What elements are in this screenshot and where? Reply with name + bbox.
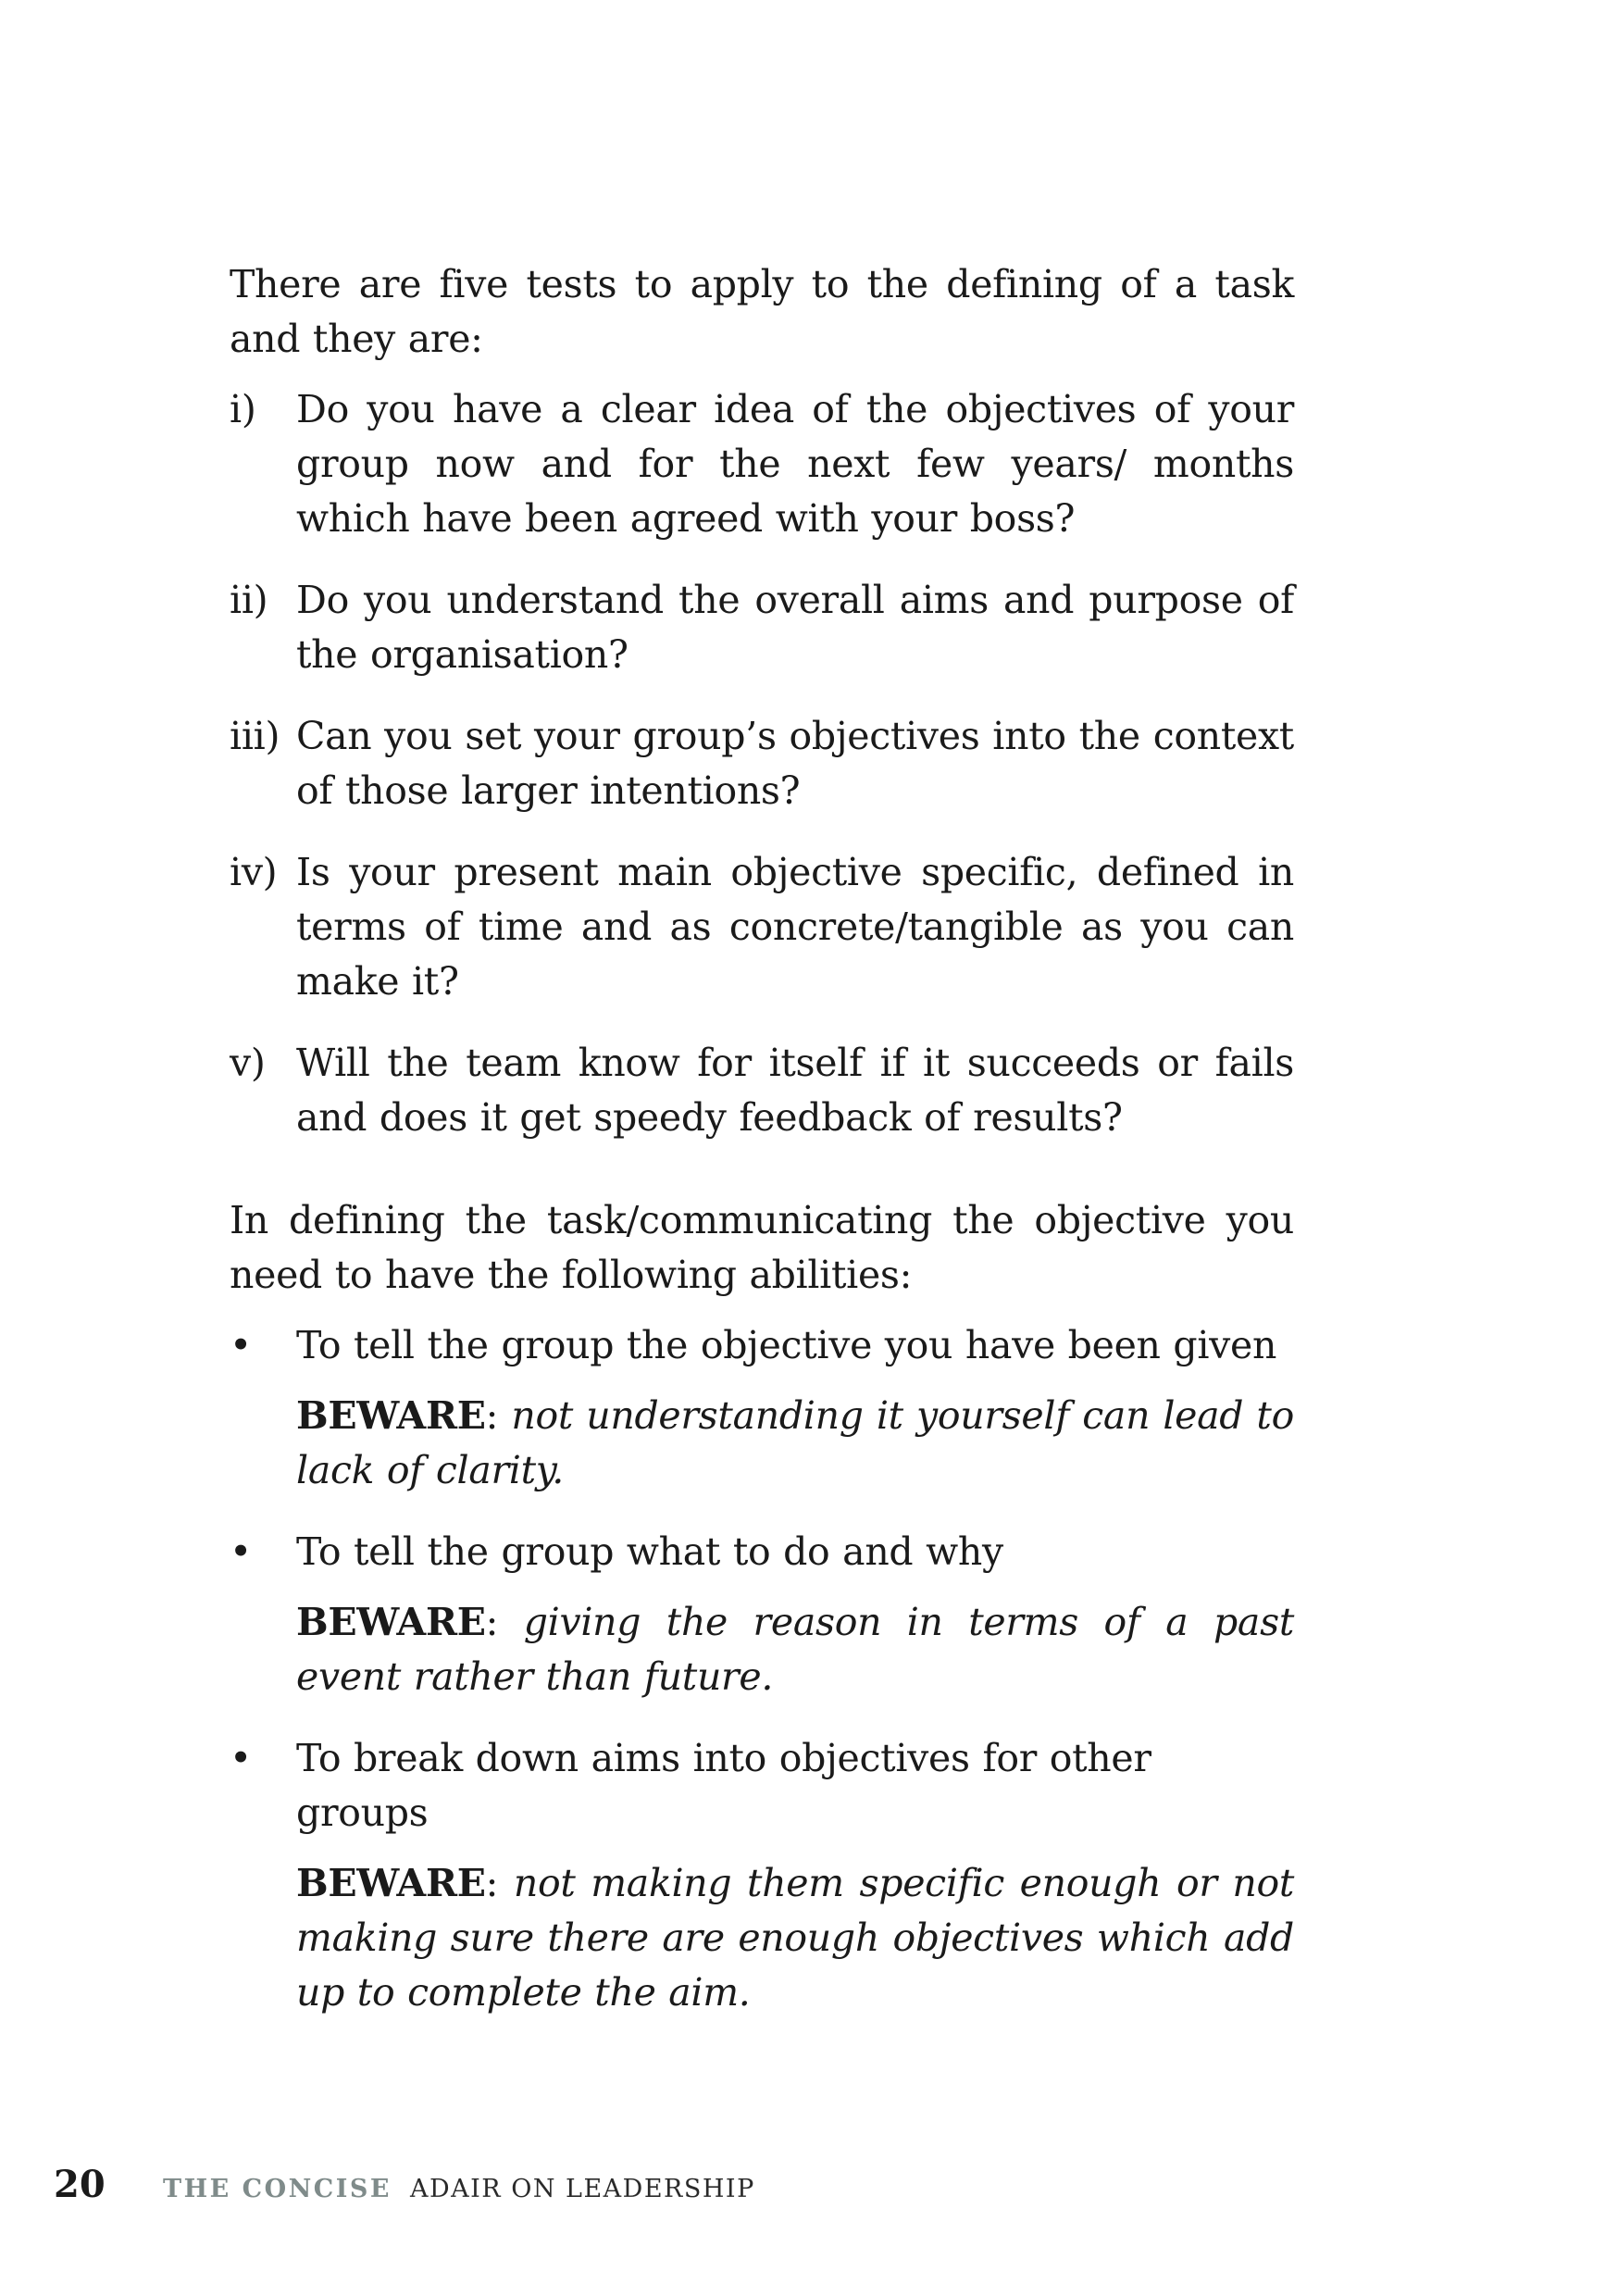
ability-text: To break down aims into objectives for other groups	[296, 1736, 1151, 1835]
intro-paragraph: There are five tests to apply to the defining of a task and they are:	[230, 262, 1294, 361]
tests-list	[230, 382, 1294, 1145]
bullet-icon: •	[230, 1323, 252, 1367]
abilities-list	[230, 1318, 1294, 2020]
running-head-series: THE CONCISE	[163, 2175, 392, 2203]
test-item-3	[230, 709, 1294, 818]
ability-text: To tell the group the objective you have been given	[296, 1323, 1277, 1367]
beware-note: BEWARE: not understanding it yourself can lead to lack of clarity.	[296, 1393, 1294, 1492]
ability-item-3	[230, 1731, 1294, 2020]
test-text: Is your present main objective specific, defined in terms of time and as concrete/tangible as you can make it?	[296, 850, 1294, 1004]
running-head-title: ADAIR ON LEADERSHIP	[409, 2175, 755, 2203]
beware-label: BEWARE	[296, 1861, 486, 1905]
ability-item-1	[230, 1318, 1294, 1498]
beware-text: not understanding it yourself can lead to lack of clarity.	[296, 1393, 1294, 1492]
ability-text: To tell the group what to do and why	[296, 1529, 1003, 1574]
test-number: iii)	[230, 714, 280, 758]
test-number: iv)	[230, 850, 278, 894]
beware-note: BEWARE: not making them specific enough or not making sure there are enough objectives which add up to complete the aim.	[296, 1861, 1295, 2015]
test-text: Do you understand the overall aims and purpose of the organisation?	[296, 578, 1294, 677]
test-item-5	[230, 1036, 1294, 1145]
beware-text: giving the reason in terms of a past event rather than future.	[296, 1600, 1294, 1699]
beware-label: BEWARE	[296, 1600, 486, 1644]
ability-item-2	[230, 1525, 1294, 1704]
test-number: v)	[230, 1041, 266, 1085]
test-text: Do you have a clear idea of the objectives of your group now and for the next few years/ months which have been agreed with your boss?	[296, 387, 1294, 541]
page-body	[230, 257, 1294, 2047]
beware-text: not making them specific enough or not making sure there are enough objectives which add up to complete the aim.	[296, 1861, 1295, 2015]
test-item-1	[230, 382, 1294, 546]
test-item-4	[230, 845, 1294, 1009]
test-text: Can you set your group’s objectives into the context of those larger intentions?	[296, 714, 1294, 813]
test-number: ii)	[230, 578, 268, 622]
beware-label: BEWARE	[296, 1393, 486, 1438]
beware-note: BEWARE: giving the reason in terms of a past event rather than future.	[296, 1600, 1294, 1699]
page-footer	[54, 2163, 755, 2218]
test-number: i)	[230, 387, 256, 431]
bullet-icon: •	[230, 1529, 252, 1574]
abilities-intro-paragraph: In defining the task/communicating the objective you need to have the following abilities:	[230, 1198, 1294, 1297]
page-number: 20	[54, 2163, 106, 2206]
test-text: Will the team know for itself if it succeeds or fails and does it get speedy feedback of results?	[296, 1041, 1294, 1140]
bullet-icon: •	[230, 1736, 252, 1780]
test-item-2	[230, 573, 1294, 682]
